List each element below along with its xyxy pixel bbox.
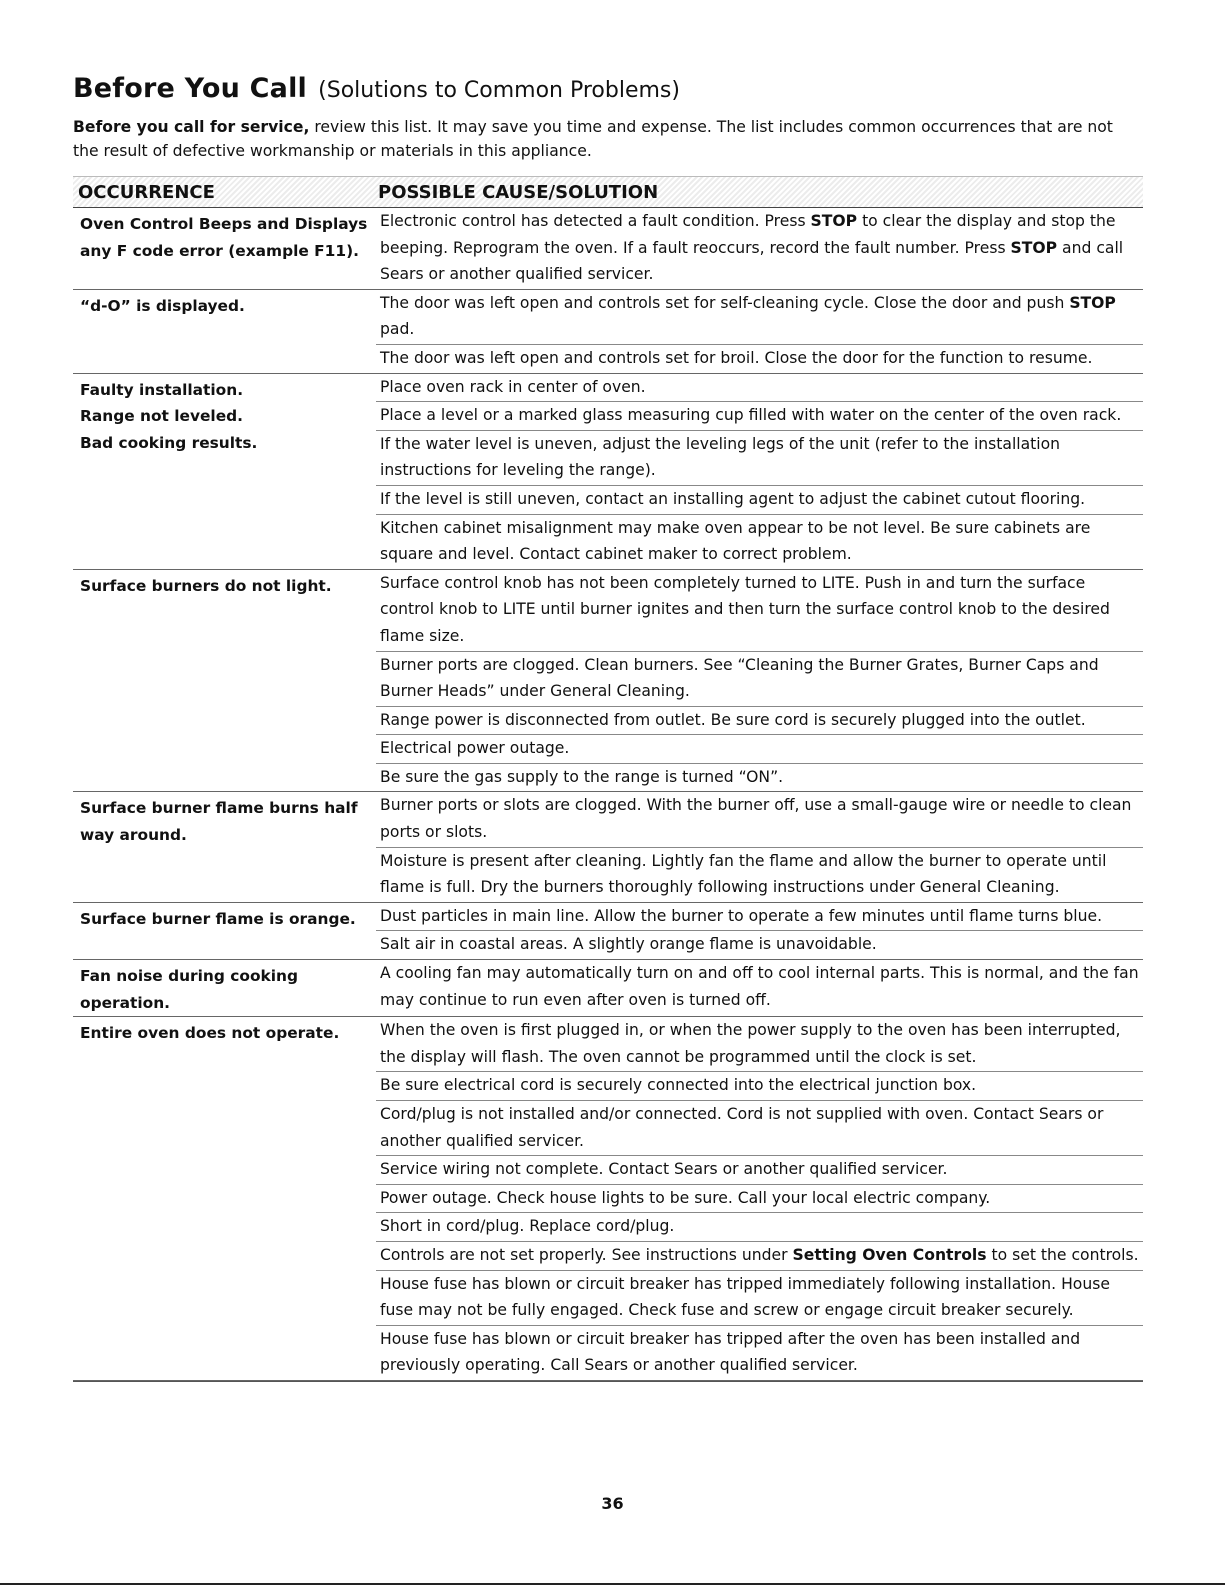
solution-item: Salt air in coastal areas. A slightly orange flame is unavoidable.: [380, 935, 877, 954]
solution-cell: [376, 374, 1143, 569]
occurrence-cell: [73, 374, 376, 569]
table-row: [73, 903, 1143, 960]
occurrence-cell: [73, 1017, 376, 1380]
table-row: [73, 1017, 1143, 1381]
solution-item: Moisture is present after cleaning. Lightly fan the flame and allow the burner to operate until flame is full. Dry the burners thoroughly following instructions under General Cleaning.: [380, 851, 1107, 897]
solution-item: Place oven rack in center of oven.: [376, 374, 1143, 403]
solution-item: Power outage. Check house lights to be sure. Call your local electric company.: [376, 1185, 1143, 1214]
solution-cell: [376, 570, 1143, 792]
solution-cell: [376, 208, 1143, 289]
occurrence-cell: [73, 570, 376, 792]
solution-item: House fuse has blown or circuit breaker has tripped after the oven has been installed and previously operating. Call Sears or another qualified servicer.: [380, 1329, 1081, 1375]
page-title: [73, 66, 1143, 111]
title-main: Before You Call: [73, 73, 308, 104]
solution-item: When the oven is first plugged in, or when the power supply to the oven has been interrupted, the display will flash. The oven cannot be programmed until the clock is set.: [376, 1017, 1143, 1072]
solution-item: Short in cord/plug. Replace cord/plug.: [376, 1213, 1143, 1242]
table-row: [73, 208, 1143, 290]
table-row: [73, 290, 1143, 374]
solution-emphasis: Setting Oven Controls: [792, 1245, 987, 1264]
solution-item: If the level is still uneven, contact an installing agent to adjust the cabinet cutout flooring.: [376, 486, 1143, 515]
page: [73, 66, 1143, 1382]
occurrence-text: Surface burners do not light.: [80, 576, 332, 595]
solution-item: Kitchen cabinet misalignment may make oven appear to be not level. Be sure cabinets are square and level. Contact cabinet maker to correct problem.: [380, 518, 1091, 564]
occurrence-text: Bad cooking results.: [80, 433, 258, 452]
solution-item: A cooling fan may automatically turn on and off to cool internal parts. This is normal, and the fan may continue to run even after oven is turned off.: [380, 964, 1139, 1009]
table-row: [73, 570, 1143, 793]
header-occurrence: OCCURRENCE: [78, 181, 215, 203]
table-row: [73, 960, 1143, 1017]
occurrence-cell: [73, 903, 376, 959]
intro-paragraph: [73, 115, 1143, 163]
table-body: [73, 208, 1143, 1381]
occurrence-text: Surface burner flame burns half way around.: [80, 799, 358, 845]
occurrence-cell: [73, 208, 376, 289]
solution-item: Range power is disconnected from outlet. Be sure cord is securely plugged into the outlet.: [376, 707, 1143, 736]
solution-item: Controls are not set properly. See instructions under Setting Oven Controls to set the controls.: [376, 1242, 1143, 1271]
intro-bold: Before you call for service,: [73, 118, 310, 136]
solution-item: Burner ports or slots are clogged. With the burner off, use a small-gauge wire or needle to clean ports or slots.: [376, 792, 1143, 847]
solution-item: Surface control knob has not been completely turned to LITE. Push in and turn the surface control knob to LITE until burner ignites and then turn the surface control knob to the desired flame size.: [376, 570, 1143, 652]
header-solution: POSSIBLE CAUSE/SOLUTION: [378, 181, 659, 203]
solution-emphasis: STOP: [1069, 293, 1116, 312]
solution-item: Be sure electrical cord is securely connected into the electrical junction box.: [376, 1072, 1143, 1101]
solution-item: Be sure the gas supply to the range is turned “ON”.: [380, 767, 784, 786]
solution-item: Cord/plug is not installed and/or connected. Cord is not supplied with oven. Contact Sears or another qualified servicer.: [376, 1101, 1143, 1156]
occurrence-text: Oven Control Beeps and Displays any F code error (example F11).: [80, 215, 368, 260]
solution-cell: [376, 290, 1143, 373]
solution-cell: [376, 960, 1143, 1016]
solution-item: The door was left open and controls set for self-cleaning cycle. Close the door and push STOP pad.: [376, 290, 1143, 345]
solution-item: Service wiring not complete. Contact Sears or another qualified servicer.: [376, 1156, 1143, 1185]
page-number: 36: [601, 1494, 624, 1513]
solution-item: Burner ports are clogged. Clean burners. See “Cleaning the Burner Grates, Burner Caps and Burner Heads” under General Cleaning.: [376, 652, 1143, 707]
occurrence-cell: [73, 290, 376, 373]
occurrence-text: Range not leveled.: [80, 407, 244, 426]
solution-item: Place a level or a marked glass measuring cup filled with water on the center of the oven rack.: [376, 402, 1143, 431]
table-row: [73, 792, 1143, 902]
title-subtitle: (Solutions to Common Problems): [318, 78, 680, 103]
solution-emphasis: STOP: [810, 212, 858, 230]
occurrence-text: Surface burner flame is orange.: [80, 909, 356, 928]
occurrence-cell: [73, 960, 376, 1016]
solution-item: If the water level is uneven, adjust the leveling legs of the unit (refer to the installation instructions for leveling the range).: [376, 431, 1143, 486]
solution-cell: [376, 903, 1143, 959]
solution-item: The door was left open and controls set for broil. Close the door for the function to resume.: [380, 348, 1093, 367]
solution-emphasis: STOP: [1010, 238, 1058, 257]
troubleshooting-table: [73, 176, 1143, 1382]
occurrence-cell: [73, 792, 376, 901]
solution-cell: [376, 792, 1143, 901]
solution-item: Electronic control has detected a fault condition. Press STOP to clear the display and stop the beeping. Reprogram the oven. If a fault reoccurs, record the fault number. Press STOP and call Sears or another qualified servicer.: [380, 212, 1124, 284]
solution-item: Dust particles in main line. Allow the burner to operate a few minutes until flame turns blue.: [376, 903, 1143, 932]
solution-item: Electrical power outage.: [376, 735, 1143, 764]
occurrence-text: Fan noise during cooking operation.: [80, 967, 299, 1012]
occurrence-text: “d-O” is displayed.: [80, 296, 245, 315]
occurrence-text: Faulty installation.: [80, 380, 244, 399]
occurrence-text: Entire oven does not operate.: [80, 1024, 340, 1043]
solution-cell: [376, 1017, 1143, 1380]
solution-item: House fuse has blown or circuit breaker has tripped immediately following installation. House fuse may not be fully engaged. Check fuse and screw or engage circuit breaker securely.: [376, 1271, 1143, 1326]
table-header: [73, 176, 1143, 208]
table-row: [73, 374, 1143, 570]
intro-text: review this list. It may save you time and expense. The list includes common occurrences that are not the result of defective workmanship or materials in this appliance.: [73, 118, 1113, 160]
